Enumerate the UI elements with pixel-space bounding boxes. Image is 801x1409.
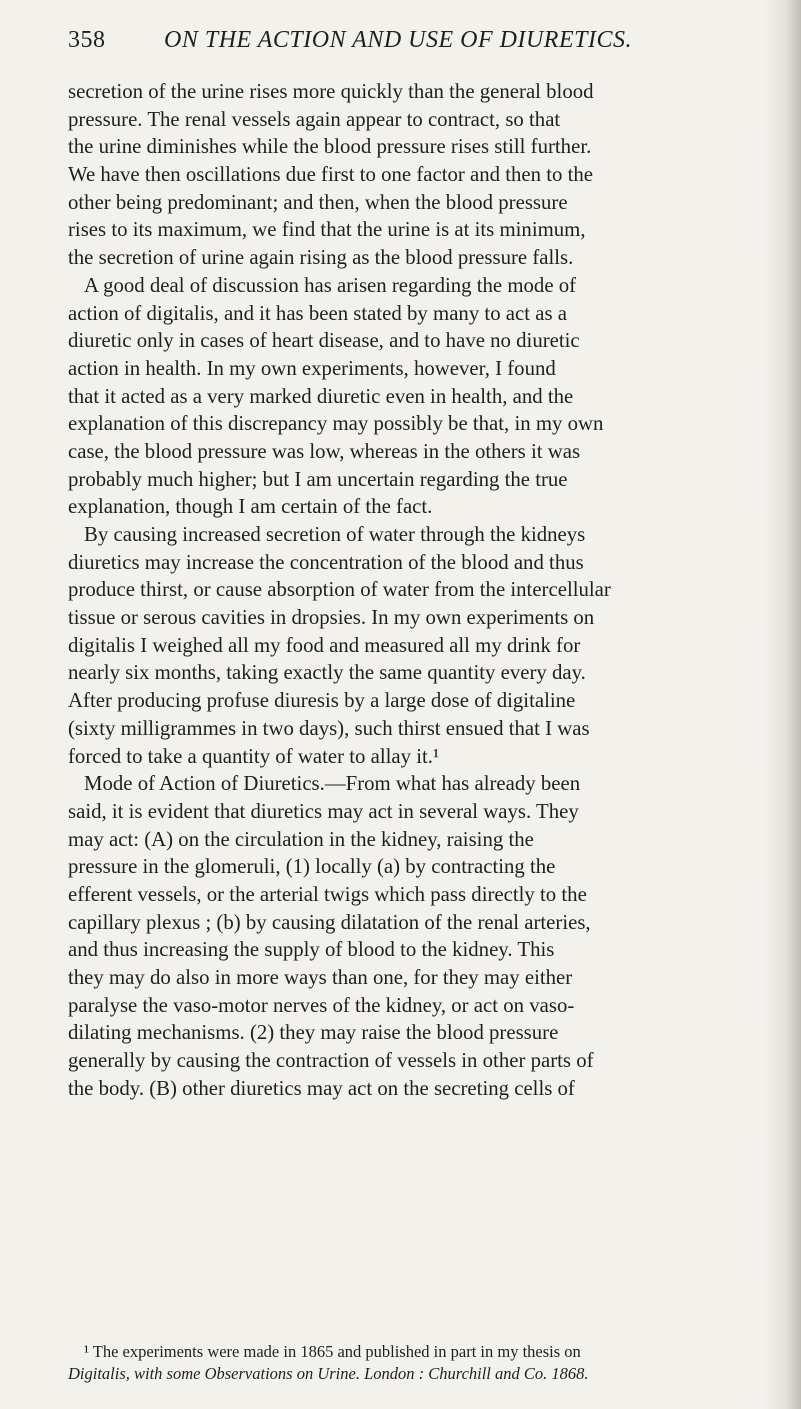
text-line: diuretic only in cases of heart disease, and to have no diuretic [68,329,580,353]
text-line: paralyse the vaso-motor nerves of the kidney, or act on vaso- [68,993,575,1017]
text-line: tissue or serous cavities in dropsies. In my own experiments on [68,606,595,630]
paragraph-start-line: A good deal of discussion has arisen regarding the mode of [84,273,577,297]
text-line: diuretics may increase the concentration of the blood and thus [68,550,584,574]
footnote-line: ¹ The experiments were made in 1865 and published in part in my thesis on [84,1342,581,1361]
text-line: they may do also in more ways than one, for they may either [68,966,573,989]
footnote-line: Digitalis, with some Observations on Urine. London : Churchill and Co. 1868. [68,1364,589,1383]
text-line: secretion of the urine rises more quickly than the general blood [68,80,594,103]
text-line: pressure in the glomeruli, (1) locally (a) by contracting the [68,855,556,879]
body-text [68,78,768,1102]
text-line: the body. (B) other diuretics may act on the secreting cells of [68,1076,575,1100]
text-line: capillary plexus ; (b) by causing dilatation of the renal arteries, [68,910,591,934]
text-line: efferent vessels, or the arterial twigs which pass directly to the [68,882,587,906]
text-line: action of digitalis, and it has been stated by many to act as a [68,301,567,325]
page-header [68,27,768,59]
text-line: We have then oscillations due first to one factor and then to the [68,163,594,187]
page-number: 358 [68,27,106,53]
text-line: the secretion of urine again rising as the blood pressure falls. [68,246,574,270]
text-line: nearly six months, taking exactly the same quantity every day. [68,661,586,685]
text-line: that it acted as a very marked diuretic even in health, and the [68,384,574,408]
paragraph-start-line: By causing increased secretion of water through the kidneys [84,523,586,546]
text-line: action in health. In my own experiments, however, I found [68,356,556,380]
text-line: other being predominant; and then, when the blood pressure [68,190,568,214]
text-line: explanation of this discrepancy may possibly be that, in my own [68,412,604,436]
section-heading-line: Mode of Action of Diuretics.—From what has already been [84,772,581,796]
text-line: After producing profuse diuresis by a large dose of digitaline [68,689,576,713]
text-line: said, it is evident that diuretics may act in several ways. They [68,799,579,823]
footnote [68,1341,774,1385]
text-line: case, the blood pressure was low, whereas in the others it was [68,439,581,463]
running-title: ON THE ACTION AND USE OF DIURETICS. [164,27,632,53]
text-line: (sixty milligrammes in two days), such thirst ensued that I was [68,716,590,740]
text-line: dilating mechanisms. (2) they may raise the blood pressure [68,1021,559,1045]
text-line: the urine diminishes while the blood pressure rises still further. [68,135,592,159]
page-edge-shadow [763,0,801,1409]
text-line: generally by causing the contraction of vessels in other parts of [68,1049,594,1073]
text-line: pressure. The renal vessels again appear to contract, so that [68,107,561,131]
text-line: digitalis I weighed all my food and measured all my drink for [68,633,581,657]
text-line: explanation, though I am certain of the fact. [68,495,433,519]
text-line: probably much higher; but I am uncertain regarding the true [68,467,568,491]
text-line: may act: (A) on the circulation in the kidney, raising the [68,827,534,851]
text-line: and thus increasing the supply of blood to the kidney. This [68,938,555,962]
text-line: forced to take a quantity of water to allay it.¹ [68,744,440,768]
text-line: rises to its maximum, we find that the urine is at its minimum, [68,218,586,242]
text-line: produce thirst, or cause absorption of water from the intercellular [68,578,611,602]
